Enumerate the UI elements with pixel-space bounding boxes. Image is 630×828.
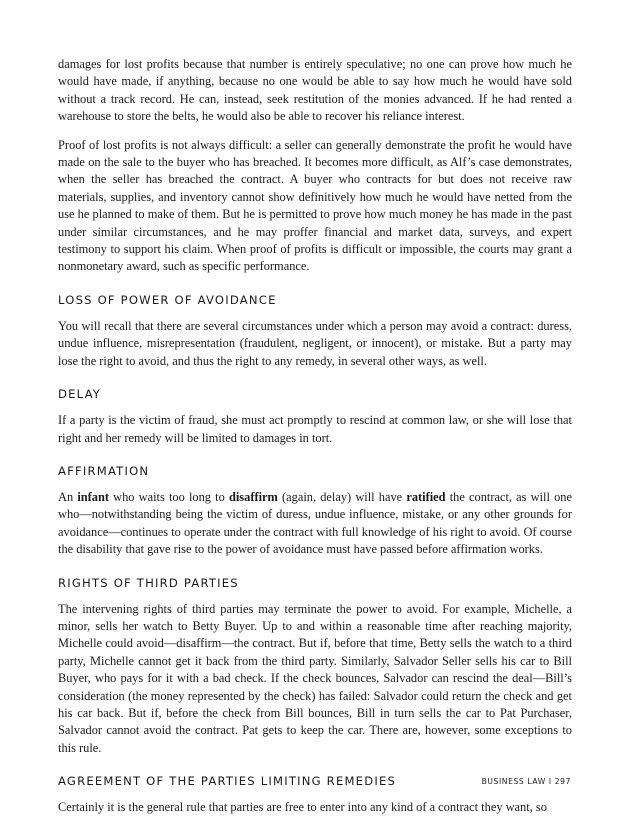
heading-agreement-limiting-remedies: AGREEMENT OF THE PARTIES LIMITING REMEDIES xyxy=(58,774,397,789)
paragraph-affirmation xyxy=(58,489,572,559)
paragraph-lost-profits-speculative: damages for lost profits because that number is entirely speculative; no one can prove how much he would have made, if anything, because no one would be able to say how much he would have sold without a track record. He can, instead, seek restitution of the monies advanced. If he had rented a warehouse to store the belts, he would also be able to recover his reliance interest. xyxy=(58,57,572,124)
paragraph-delay: If a party is the victim of fraud, she must act promptly to rescind at common law, or she will lose that right and her remedy will be limited to damages in tort. xyxy=(58,413,572,445)
heading-loss-of-power-of-avoidance: LOSS OF POWER OF AVOIDANCE xyxy=(58,292,277,307)
text-segment: who waits too long to xyxy=(109,489,229,504)
paragraph-third-parties: The intervening rights of third parties may terminate the power to avoid. For example, Michelle, a minor, sells her watch to Betty Buyer. Up to and within a reasonable time after reaching majority, Michelle could avoid—disaffirm—the contract. But if, before that time, Betty sells the watch to a third party, Michelle cannot get it back from the third party. Similarly, Salvador Seller sells his car to Bill Buyer, who pays for it with a bad check. If the check bounces, Salvador can rescind the deal—Bill’s consideration (the money represented by the check) has failed: Salvador could return the check and get his car back. But if, before the check from Bill bounces, Bill in turn sells the car to Pat Purchaser, Salvador cannot avoid the contract. Pat gets to keep the car. There are, however, some exceptions to this rule. xyxy=(58,601,572,755)
term-disaffirm: disaffirm xyxy=(228,489,278,504)
heading-rights-of-third-parties: RIGHTS OF THIRD PARTIES xyxy=(58,575,239,590)
text-segment: (again, delay) will have xyxy=(277,489,407,504)
paragraph-proof-of-lost-profits: Proof of lost profits is not always difficult: a seller can generally demonstrate the profit he would have made on the sale to the buyer who has breached. It becomes more difficult, as Alf’s case demonstrates, when the seller has breached the contract. A buyer who contracts for but does not receive raw materials, supplies, and inventory cannot show definitively how much he would have netted from the use he planned to make of them. But he is permitted to prove how much money he has made in the past under similar circumstances, and he may proffer financial and market data, surveys, and expert testimony to support his claim. When proof of profits is difficult or impossible, the courts may grant a nonmonetary award, such as specific performance. xyxy=(58,137,572,274)
text-segment: An xyxy=(58,489,78,504)
term-infant: infant xyxy=(77,489,109,504)
paragraph-avoidance-circumstances: You will recall that there are several circumstances under which a person may avoid a contract: duress, undue influence, misrepresentation (fraudulent, negligent, or innocent), or mistake. But a party may lose the right to avoid, and thus the right to any remedy, in several other ways, as well. xyxy=(58,318,572,368)
heading-delay: DELAY xyxy=(58,387,102,402)
heading-affirmation: AFFIRMATION xyxy=(58,463,150,478)
term-ratified: ratified xyxy=(406,489,446,504)
text-segment: the contract, as will one who—notwithstanding being the victim of duress, undue influence, mistake, or any other grounds for avoidance—continues to operate under the contract with full knowledge of his right to avoid. Of course the disability that gave rise to the power of avoidance must have passed before affirmation works. xyxy=(58,489,572,557)
page-footer: BUSINESS LAW I 297 xyxy=(481,777,571,786)
page-body xyxy=(58,56,572,828)
paragraph-agreement-limiting-remedies: Certainly it is the general rule that parties are free to enter into any kind of a contract they want, so xyxy=(58,800,547,815)
